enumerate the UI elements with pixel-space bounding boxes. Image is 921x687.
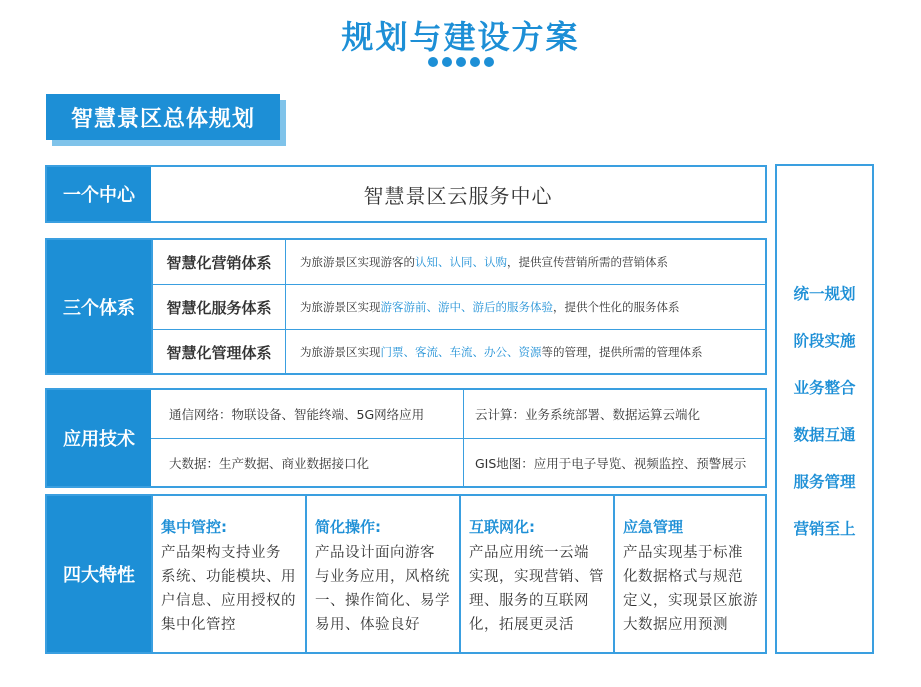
systems-block [45, 238, 767, 375]
features-label: 四大特性 [47, 496, 151, 652]
feature-line: 化数据格式与规范 [623, 569, 743, 585]
feature-title: 简化操作: [315, 518, 381, 536]
system-row-management [151, 330, 765, 374]
feature-line: 户信息、应用授权的 [161, 593, 296, 609]
desc-text: ，提供宣传营销所需的营销体系 [507, 255, 668, 269]
dot-icon [484, 57, 494, 67]
feature-title: 互联网化: [469, 518, 535, 536]
tech-label: 应用技术 [47, 390, 151, 486]
system-name: 智慧化服务体系 [151, 285, 286, 329]
feature-internet [459, 496, 613, 652]
feature-title: 集中管控: [161, 518, 227, 536]
feature-text [623, 541, 765, 637]
center-text: 智慧景区云服务中心 [363, 183, 553, 208]
feature-text [469, 541, 613, 637]
feature-line: 产品设计面向游客 [315, 545, 435, 561]
tech-item: GIS地图：应用于电子导览、视频监控、预警展示 [475, 456, 747, 471]
section-tag: 智慧景区总体规划 [46, 94, 280, 140]
desc-highlight: 游客游前、游中、游后的服务体验 [380, 300, 553, 314]
system-desc [286, 285, 765, 329]
feature-line: 系统、功能模块、用 [161, 569, 296, 585]
tech-block [45, 388, 767, 488]
desc-text: ，提供个性化的服务体系 [553, 300, 680, 314]
tech-item: 大数据：生产数据、商业数据接口化 [169, 456, 370, 471]
feature-line: 集中化管控 [161, 617, 236, 633]
desc-text: 为旅游景区实现 [300, 300, 381, 314]
principle-item: 营销至上 [793, 520, 856, 538]
title-dots [428, 57, 494, 67]
feature-line: 化，拓展更灵活 [469, 617, 574, 633]
system-name: 智慧化营销体系 [151, 240, 286, 284]
principles-column [775, 164, 874, 654]
feature-simplified [305, 496, 459, 652]
desc-highlight: 认知、认同、认购 [415, 255, 507, 269]
systems-label: 三个体系 [47, 240, 151, 373]
principle-item: 统一规划 [793, 285, 856, 303]
principle-item: 服务管理 [793, 473, 856, 491]
feature-text [315, 541, 459, 637]
center-block [45, 165, 767, 223]
principle-item: 数据互通 [793, 426, 856, 444]
desc-text: 等的管理，提供所需的管理体系 [541, 345, 703, 359]
feature-line: 易用、体验良好 [315, 617, 420, 633]
system-row-service [151, 285, 765, 329]
feature-line: 一、操作简化、易学 [315, 593, 450, 609]
dot-icon [428, 57, 438, 67]
system-desc [286, 330, 765, 374]
dot-icon [442, 57, 452, 67]
system-desc [286, 240, 765, 284]
feature-line: 定义，实现景区旅游 [623, 593, 758, 609]
tech-item: 通信网络：物联设备、智能终端、5G网络应用 [169, 407, 425, 422]
system-name: 智慧化管理体系 [151, 330, 286, 374]
feature-line: 产品架构支持业务 [161, 545, 281, 561]
feature-line: 产品应用统一云端 [469, 545, 589, 561]
desc-highlight: 门票、客流、车流、办公、资源 [380, 345, 542, 359]
features-block [45, 494, 767, 654]
feature-line: 理、服务的互联网 [469, 593, 589, 609]
center-label: 一个中心 [47, 167, 151, 221]
desc-text: 为旅游景区实现游客的 [300, 255, 415, 269]
feature-text [161, 541, 305, 637]
principle-item: 阶段实施 [793, 332, 856, 350]
principle-item: 业务整合 [793, 379, 856, 397]
desc-text: 为旅游景区实现 [300, 345, 381, 359]
dot-icon [456, 57, 466, 67]
dot-icon [470, 57, 480, 67]
feature-line: 产品实现基于标准 [623, 545, 743, 561]
system-row-marketing [151, 240, 765, 284]
feature-line: 大数据应用预测 [623, 617, 728, 633]
feature-line: 与业务应用，风格统 [315, 569, 450, 585]
feature-centralized [151, 496, 305, 652]
feature-emergency [613, 496, 765, 652]
tech-item: 云计算：业务系统部署、数据运算云端化 [475, 407, 701, 422]
feature-title: 应急管理 [623, 518, 684, 536]
feature-line: 实现，实现营销、管 [469, 569, 604, 585]
page-title: 规划与建设方案 [341, 18, 580, 56]
